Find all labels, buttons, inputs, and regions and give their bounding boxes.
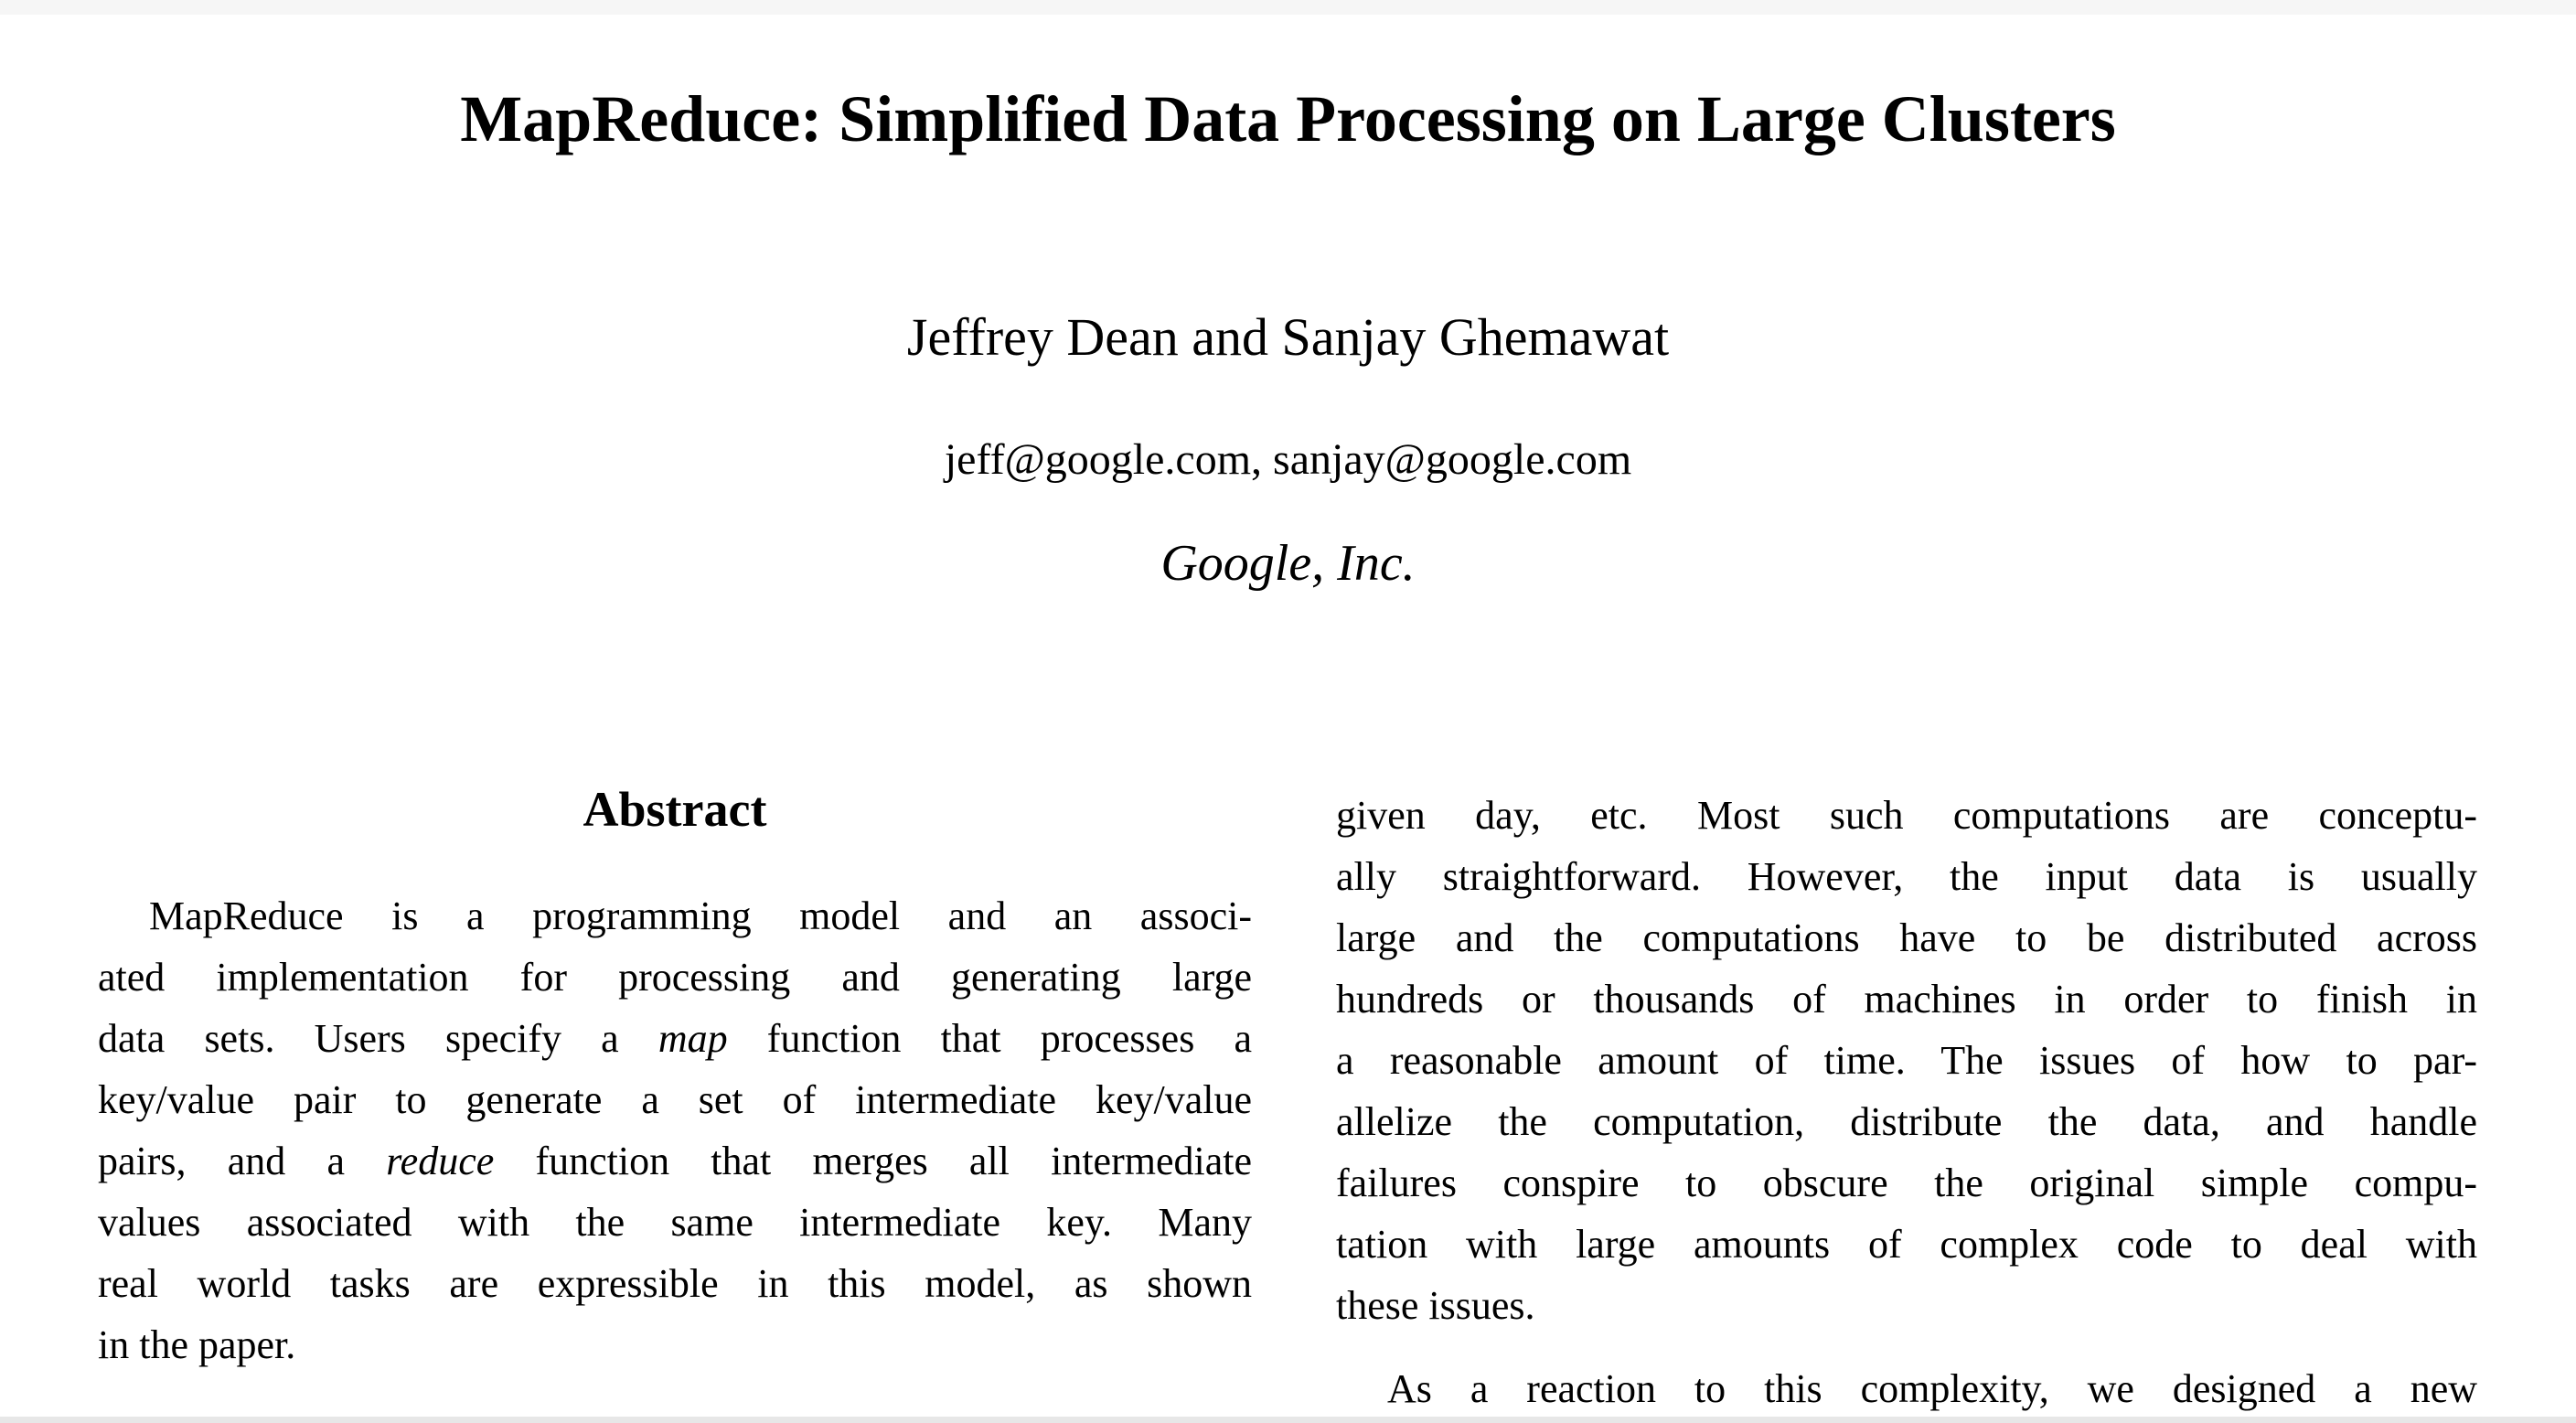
- affiliation-line: Google, Inc.: [1160, 535, 1416, 592]
- text-line: allelize the computation, distribute the data, and handle: [1336, 1099, 2477, 1144]
- text-line: ated implementation for processing and generating large: [98, 955, 1252, 1000]
- abstract-heading: Abstract: [583, 782, 767, 837]
- text-line: real world tasks are expressible in this model, as shown: [98, 1261, 1252, 1306]
- text-line: As a reaction to this complexity, we designed a new: [1387, 1366, 2477, 1411]
- text-line: data sets. Users specify a map function that processes a: [98, 1016, 1253, 1061]
- text-line: MapReduce is a programming model and an associ-: [149, 893, 1252, 938]
- text-line: given day, etc. Most such computations are conceptu-: [1336, 793, 2477, 838]
- text-line: in the paper.: [98, 1322, 296, 1367]
- page-bottom-edge: [0, 1417, 2576, 1423]
- text-line: large and the computations have to be distributed across: [1336, 915, 2477, 960]
- abstract-body: [98, 885, 1252, 1375]
- text-line: key/value pair to generate a set of intermediate key/value: [98, 1077, 1252, 1122]
- paragraph: [98, 885, 1252, 1375]
- text-line: tation with large amounts of complex code to deal with: [1336, 1222, 2477, 1267]
- text-line: ally straightforward. However, the input data is usually: [1336, 854, 2477, 899]
- paragraph: [1336, 1358, 2477, 1419]
- text-line: pairs, and a reduce function that merges all intermediate: [98, 1139, 1252, 1183]
- page-top-edge: [0, 0, 2576, 15]
- text-line: a reasonable amount of time. The issues of how to par-: [1336, 1038, 2477, 1083]
- right-column: [1336, 785, 2477, 1419]
- text-line: failures conspire to obscure the original simple compu-: [1336, 1161, 2477, 1205]
- author-emails: jeff@google.com, sanjay@google.com: [944, 435, 1632, 484]
- paragraph: [1336, 785, 2477, 1336]
- left-column: [98, 783, 1252, 1375]
- paper-title: MapReduce: Simplified Data Processing on Large Clusters: [460, 82, 2116, 155]
- text-line: hundreds or thousands of machines in order to finish in: [1336, 977, 2477, 1022]
- text-line: these issues.: [1336, 1283, 1535, 1328]
- authors-line: Jeffrey Dean and Sanjay Ghemawat: [906, 307, 1670, 367]
- right-column-body: [1336, 785, 2477, 1419]
- text-line: values associated with the same intermediate key. Many: [98, 1200, 1252, 1245]
